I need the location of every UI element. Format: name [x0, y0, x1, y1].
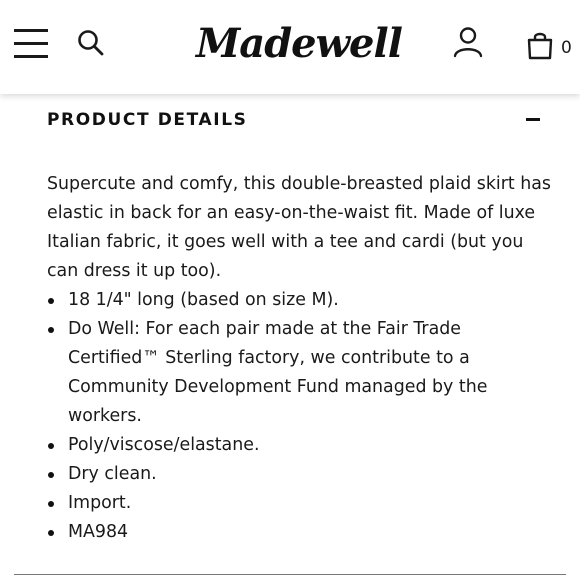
section-divider — [14, 574, 566, 575]
list-item-text: Do Well: For each pair made at the Fair Trade Certified™ Sterling factory, we contribute to a Community Development Fund managed by the workers. — [68, 319, 488, 426]
shopping-bag-icon[interactable] — [526, 30, 554, 60]
details-list — [47, 286, 557, 547]
bullet-icon — [48, 443, 54, 449]
menu-line — [14, 29, 48, 32]
bullet-icon — [48, 501, 54, 507]
list-item — [47, 518, 557, 547]
menu-line — [14, 42, 48, 45]
section-title: PRODUCT DETAILS — [47, 110, 248, 130]
bullet-icon — [48, 298, 54, 304]
brand-logo[interactable] — [196, 14, 402, 78]
list-item — [47, 489, 557, 518]
product-details-content — [47, 170, 557, 547]
list-item-text: MA984 — [68, 522, 129, 542]
bullet-icon — [48, 327, 54, 333]
product-description: Supercute and comfy, this double-breasted plaid skirt has elastic in back for an easy-on-the-waist fit. Made of luxe Italian fabric, it goes well with a tee and cardi (but you can dress it up too). — [47, 174, 551, 281]
minus-bar — [526, 118, 540, 121]
list-item — [47, 460, 557, 489]
menu-line — [14, 55, 48, 58]
search-icon-graphic — [76, 28, 106, 58]
bullet-icon — [48, 472, 54, 478]
brand-logo-text: Madewell — [196, 20, 402, 67]
list-item-text: Poly/viscose/elastane. — [68, 435, 260, 455]
site-header — [0, 0, 580, 94]
search-icon[interactable] — [76, 28, 106, 58]
bag-count[interactable]: 0 — [561, 38, 572, 58]
list-item — [47, 315, 557, 431]
hamburger-menu-icon[interactable] — [14, 29, 48, 59]
bag-icon-graphic — [526, 30, 554, 60]
list-item — [47, 431, 557, 460]
account-icon[interactable] — [452, 26, 484, 58]
product-details-header[interactable] — [0, 96, 580, 148]
list-item — [47, 286, 557, 315]
list-item-text: 18 1/4" long (based on size M). — [68, 290, 339, 310]
bullet-icon — [48, 530, 54, 536]
list-item-text: Import. — [68, 493, 132, 513]
list-item-text: Dry clean. — [68, 464, 157, 484]
collapse-minus-icon[interactable] — [526, 118, 540, 124]
account-icon-graphic — [452, 26, 484, 58]
